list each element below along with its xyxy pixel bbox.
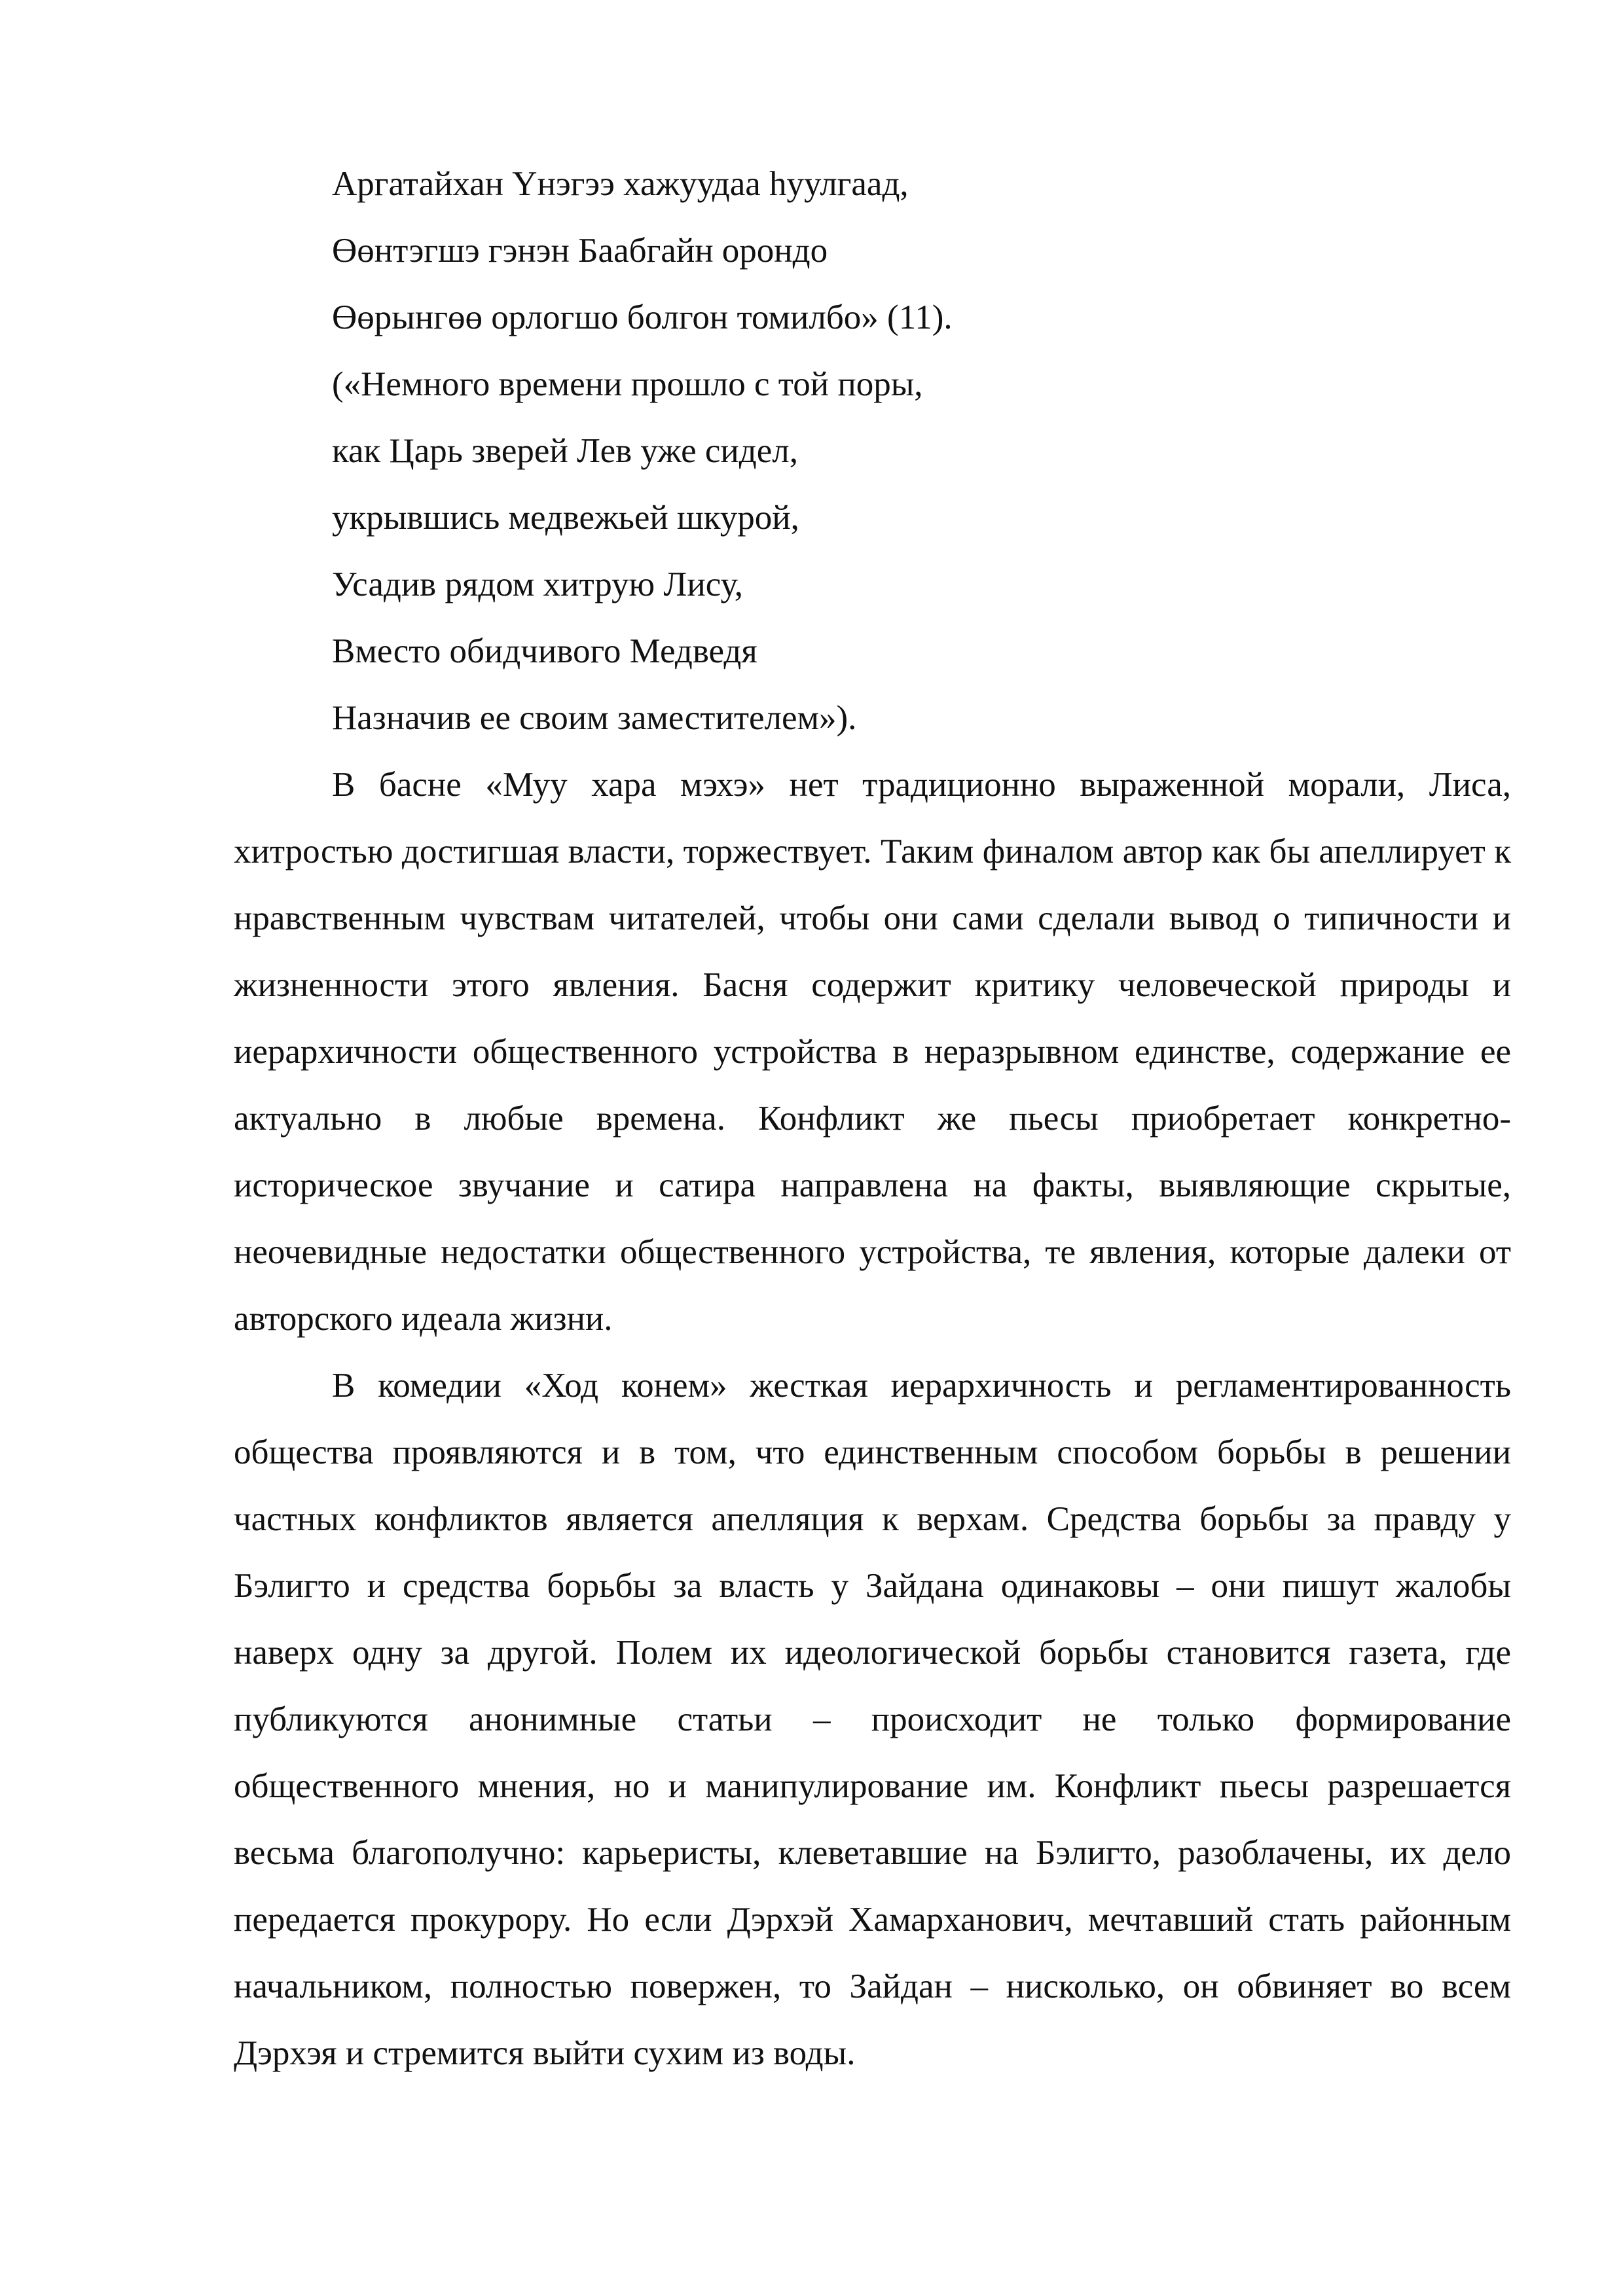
poem-translation-line: Вместо обидчивого Медведя <box>332 632 757 670</box>
poem-line: Өөрынгөө орлогшо болгон томилбо» (11). <box>332 298 953 336</box>
paragraph-fable: В басне «Муу хара мэхэ» нет традиционно выраженной морали, Лиса, хитростью достигшая власти, торжествует. Таким финалом автор как бы апеллирует к нравственным чувствам читателей, чтобы они сами сделали вывод о типичности и жизненности этого явления. Басня содержит критику человеческой природы и иерархичности общественного устройства в неразрывном единстве, содержание ее актуально в любые времена. Конфликт же пьесы приобретает конкретно-историческое звучание и сатира направлена на факты, выявляющие скрытые, неочевидные недостатки общественного устройства, те явления, которые далеки от авторского идеала жизни. <box>234 766 1511 1338</box>
paragraph-comedy: В комедии «Ход конем» жесткая иерархичность и регламентированность общества проявляются и в том, что единственным способом борьбы в решении частных конфликтов является апелляция к верхам. Средства борьбы за правду у Бэлигто и средства борьбы за власть у Зайдана одинаковы – они пишут жалобы наверх одну за другой. Полем их идеологической борьбы становится газета, где публикуются анонимные статьи – происходит не только формирование общественного мнения, но и манипулирование им. Конфликт пьесы разрешается весьма благополучно: карьеристы, клеветавшие на Бэлигто, разоблачены, их дело передается прокурору. Но если Дэрхэй Хамарханович, мечтавший стать районным начальником, полностью повержен, то Зайдан – нисколько, он обвиняет во всем Дэрхэя и стремится выйти сухим из воды. <box>234 1367 1511 2072</box>
poem-quote <box>234 151 1511 751</box>
page-text <box>234 151 1511 2087</box>
poem-translation-line: («Немного времени прошло с той поры, <box>332 365 923 403</box>
poem-line: Аргатайхан Үнэгээ хажуудаа һуулгаад, <box>332 165 909 203</box>
poem-translation-line: Назначив ее своим заместителем»). <box>332 699 857 737</box>
poem-translation-line: как Царь зверей Лев уже сидел, <box>332 432 798 470</box>
poem-line: Өөнтэгшэ гэнэн Баабгайн орондо <box>332 232 828 270</box>
poem-translation-line: Усадив рядом хитрую Лису, <box>332 565 743 603</box>
poem-translation-line: укрывшись медвежьей шкурой, <box>332 499 799 537</box>
